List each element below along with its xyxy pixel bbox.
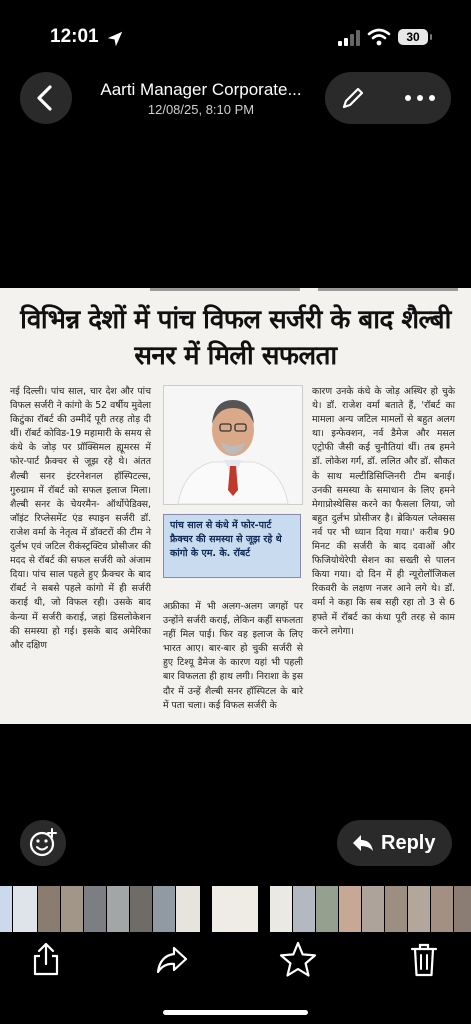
add-reaction-button[interactable] <box>20 820 66 866</box>
reply-arrow-icon <box>351 833 375 853</box>
article-headline: विभिन्न देशों में पांच विफल सर्जरी के बाद शैल्बी सनर में मिली सफलता <box>20 305 451 371</box>
battery-tip <box>430 34 432 40</box>
home-indicator[interactable] <box>163 1010 308 1015</box>
reply-button[interactable] <box>337 820 452 866</box>
star-icon[interactable] <box>278 940 318 980</box>
more-icon[interactable] <box>403 90 437 106</box>
cropped-text-strip <box>0 288 471 296</box>
article-column-2: अफ्रीका में भी अलग-अलग जगहों पर उन्होंने सर्जरी कराई, लेकिन कहीं सफलता नहीं मिल पाई। फिर वह इलाज के लिए भारत आए। बार-बार हो चुकी सर्जरी से हुए टिश्यू डैमेज के कारण यहां भी पहली बार विफलता ही हाथ लगी। निराशा के इस दौर में उन्हें शैल्बी सनर हॉस्पिटल के बारे में पता चला। कई विफल सर्जरी के <box>163 601 303 711</box>
wifi-icon <box>368 28 390 46</box>
message-timestamp: 12/08/25, 8:10 PM <box>147 102 255 117</box>
location-arrow-icon <box>106 30 124 48</box>
status-time: 12:01 <box>50 26 99 47</box>
doctor-photo <box>163 385 303 505</box>
trash-icon[interactable] <box>404 940 444 980</box>
status-bar <box>0 0 471 70</box>
back-chevron-icon <box>20 72 72 124</box>
forward-icon[interactable] <box>152 940 192 980</box>
newspaper-image[interactable] <box>0 288 471 733</box>
viewer-header <box>0 72 471 128</box>
image-bottom-edge <box>0 724 471 733</box>
article-column-3: कारण उनके कंधे के जोड़ अस्थिर हो चुके थे। डॉ. राजेश वर्मा बताते हैं, 'रॉबर्ट का मामला अन्य जटिल मामलों से बहुत अलग था। इन्फेक्शन, नर्व डैमेज और मसल एट्रोफी जैसी कई चुनौतियां थीं। तब हमने डॉ. लोकेश गर्ग, डॉ. ललित और डॉ. सौकत के साथ मल्टीडिसिप्लिनरी टीम बनाई। उनकी समस्या के समाधान के लिए हमने मेगाप्रोस्थेसिस करने का फैसला लिया, जो बहुत दुर्लभ प्रोसीजर है। ब्रेकियल प्लेक्सस नर्व पर भी ध्यान दिया गया।' करीब 90 मिनट की सर्जरी के बाद दवाओं और फिजियोथेरेपी सेशन का सख्ती से पालन किया गया। दो दिन में ही न्यूरोलॉजिकल रिकवरी के लक्षण नजर आने लगे थे। डॉ. वर्मा ने कहा कि सब सही रहा तो 3 से 6 हफ्ते में रॉबर्ट का कंधा पूरी तरह से काम करने लगेगा। <box>312 386 455 637</box>
share-icon[interactable] <box>26 940 66 980</box>
pencil-icon[interactable] <box>339 84 367 112</box>
battery-indicator: 30 <box>398 29 428 45</box>
header-actions <box>325 72 451 124</box>
conversation-title: Aarti Manager Corporate... <box>100 80 302 99</box>
signal-icon <box>338 30 362 46</box>
emoji-add-icon <box>20 820 66 866</box>
article-column-1: नई दिल्ली। पांच साल, चार देश और पांच विफल सर्जरी ने कांगो के 52 वर्षीय मुवेला किटुंका रॉबर्ट की उम्मीदें पूरी तरह तोड़ दी थीं। रॉबर्ट कोविड-19 महामारी के समय से कंधे के जोड़ पर प्रॉक्सिमल ह्यूमरस में फोर-पार्ट फ्रैक्चर से जूझ रहे थे। अंतत शैल्बी सनर इंटरनेशनल हॉस्पिटल्स, गुरुग्राम में रॉबर्ट को सफल इलाज मिला। शैल्बी सनर के चेयरमैन- ऑर्थोपेडिक्स, जॉइंट रिप्लेसमेंट एंड स्पाइन सर्जरी डॉ. राजेश वर्मा के नेतृत्व में डॉक्टरों की टीम ने दुर्लभ एवं जटिल रीकंस्ट्रक्टिव प्रोसीजर की मदद से रॉबर्ट की सफल सर्जरी को अंजाम दिया। पांच साल पहले हुए फ्रैक्चर के बाद रॉबर्ट ने सबसे पहले कांगो में ही सर्जरी कराई थी, जो विफल रही। उसके बाद केन्या में सर्जरी कराई, जहां डिसलोकेशन की समस्या हो गई। इसके बाद अमेरिका और दक्षिण <box>10 386 151 651</box>
media-thumbnail-strip[interactable] <box>0 886 471 932</box>
bottom-toolbar <box>0 940 471 980</box>
back-button[interactable] <box>20 72 72 124</box>
reply-area <box>0 820 471 870</box>
reply-label: Reply <box>381 832 436 854</box>
photo-caption: पांच साल से कंधे में फोर-पार्ट फ्रैक्चर की समस्या से जूझ रहे थे कांगो के एम. के. रॉबर्ट <box>163 514 301 578</box>
